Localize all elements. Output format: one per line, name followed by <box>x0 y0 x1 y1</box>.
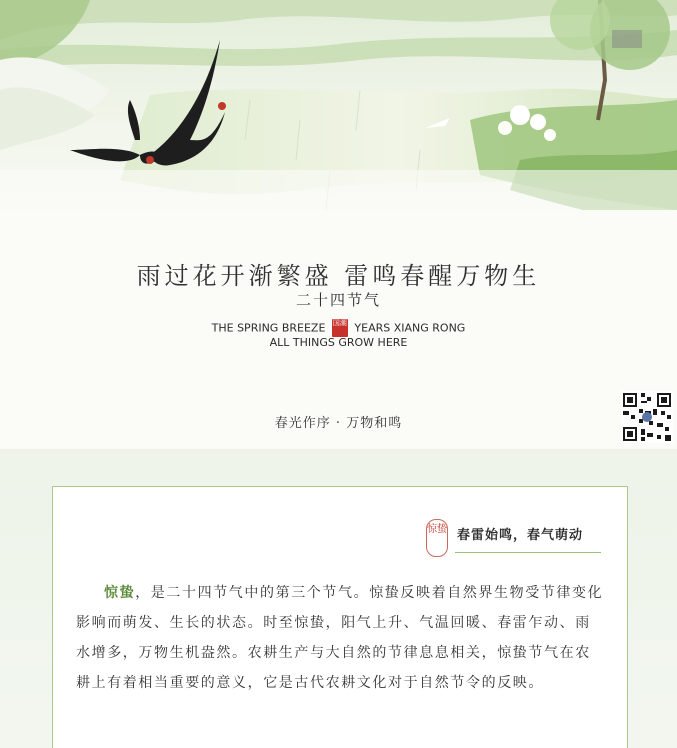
seal-label: 惊蛰 <box>427 524 447 535</box>
paragraph-keyword: 惊蛰 <box>104 585 136 601</box>
heading-underline <box>455 552 601 553</box>
jingzhe-seal-stamp <box>426 519 448 557</box>
poster-subtitle: 二十四节气 <box>295 291 381 309</box>
english-tagline-line1 <box>0 319 677 337</box>
red-seal-stamp: 国潮 <box>332 319 348 337</box>
english-tagline-line2: ALL THINGS GROW HERE <box>269 336 408 349</box>
paragraph-body: ，是二十四节气中的第三个节气。惊蛰反映着自然界生物受节律变化影响而萌发、生长的状态。时至惊蛰，阳气上升、气温回暖、春雷乍动、雨水增多，万物生机盎然。农耕生产与大自然的节律息息相关，惊蛰节气在农耕上有着相当重要的意义，它是古代农耕文化对于自然节令的反映。 <box>76 585 604 691</box>
qr-code-icon[interactable] <box>621 391 673 443</box>
english-tagline-right: YEARS XIANG RONG <box>354 321 466 335</box>
poster-motto: 春光作序 · 万物和鸣 <box>274 416 403 431</box>
english-tagline-left: THE SPRING BREEZE <box>211 321 326 335</box>
article-paragraph <box>76 578 604 698</box>
article-heading: 春雷始鸣，春气萌动 <box>457 528 584 543</box>
poster-title: 雨过花开渐繁盛 雷鸣春醒万物生 <box>136 262 541 290</box>
